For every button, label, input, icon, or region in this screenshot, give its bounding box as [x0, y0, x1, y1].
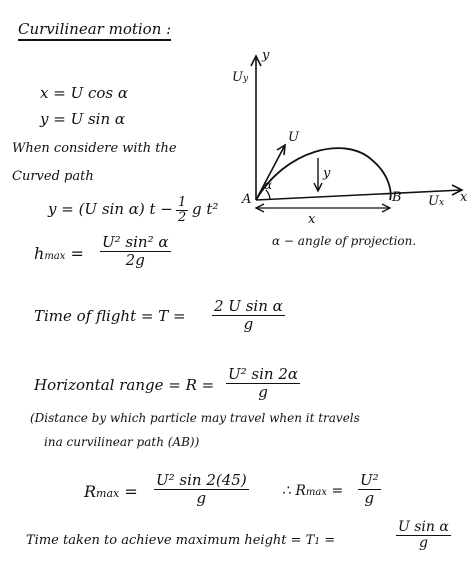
x-axis-label: x	[460, 190, 468, 205]
range-note-line2: ina curvilinear path (AB))	[44, 435, 200, 449]
path-equation-lhs: y = (U sin α) t −	[48, 200, 173, 218]
diagram-caption: α − angle of projection.	[272, 234, 417, 248]
rmax-therefore-r: ∴ R	[282, 483, 306, 499]
uy-u: U	[232, 70, 243, 85]
equation-y: y = U sin α	[40, 110, 126, 128]
page-title: Curvilinear motion :	[18, 22, 171, 41]
rmax-short-num: U²	[360, 471, 379, 489]
equation-x: x = U cos α	[40, 84, 129, 102]
consider-text-line1: When considere with the	[12, 141, 177, 156]
ux-u: U	[428, 194, 439, 209]
tmax-sub: 1	[314, 537, 321, 547]
point-b-label: B	[392, 190, 402, 205]
x-span-label: x	[308, 212, 316, 227]
range-den: g	[258, 382, 268, 401]
path-frac-den: 2	[178, 210, 187, 226]
hmax-h: h	[34, 244, 45, 263]
tmax-equals: =	[324, 533, 336, 548]
tof-num: 2 U sin α	[214, 297, 283, 315]
hmax-equals: =	[70, 244, 84, 263]
rmax-therefore-sub: max	[305, 487, 327, 498]
y-axis-label: y	[262, 48, 270, 63]
height-y-label: y	[323, 166, 331, 181]
point-a-label: A	[242, 192, 252, 207]
range-note-line1: (Distance by which particle may travel when it travels	[30, 411, 360, 425]
consider-text-line2: Curved path	[12, 169, 94, 184]
hmax-sub: max	[44, 251, 66, 262]
rmax-den: g	[196, 488, 207, 507]
ux-sub: x	[438, 198, 445, 208]
alpha-label: α	[264, 178, 273, 192]
tmax-num: U sin α	[398, 519, 449, 535]
u-vector-label: U	[288, 130, 299, 145]
rmax-equals: =	[124, 482, 138, 501]
path-frac-num: 1	[178, 195, 187, 210]
rmax-short-den: g	[364, 488, 375, 507]
rmax-num: U² sin 2(45)	[156, 471, 247, 489]
path-equation-rhs: g t²	[192, 200, 219, 218]
rmax-r: R	[84, 482, 97, 501]
range-label: Horizontal range = R =	[34, 376, 215, 394]
rmax-sub: max	[96, 487, 120, 500]
ux-label	[428, 194, 444, 209]
tmax-den: g	[418, 535, 428, 552]
tof-label: Time of flight = T =	[34, 307, 186, 325]
rmax-therefore-equals: =	[331, 483, 344, 499]
uy-sub: y	[242, 74, 249, 84]
tof-den: g	[243, 314, 254, 333]
hmax-num: U² sin² α	[102, 233, 169, 251]
range-num: U² sin 2α	[228, 365, 299, 383]
hmax-den: 2g	[125, 250, 145, 269]
uy-label	[232, 70, 248, 85]
tmax-text: Time taken to achieve maximum height = T	[26, 533, 315, 548]
